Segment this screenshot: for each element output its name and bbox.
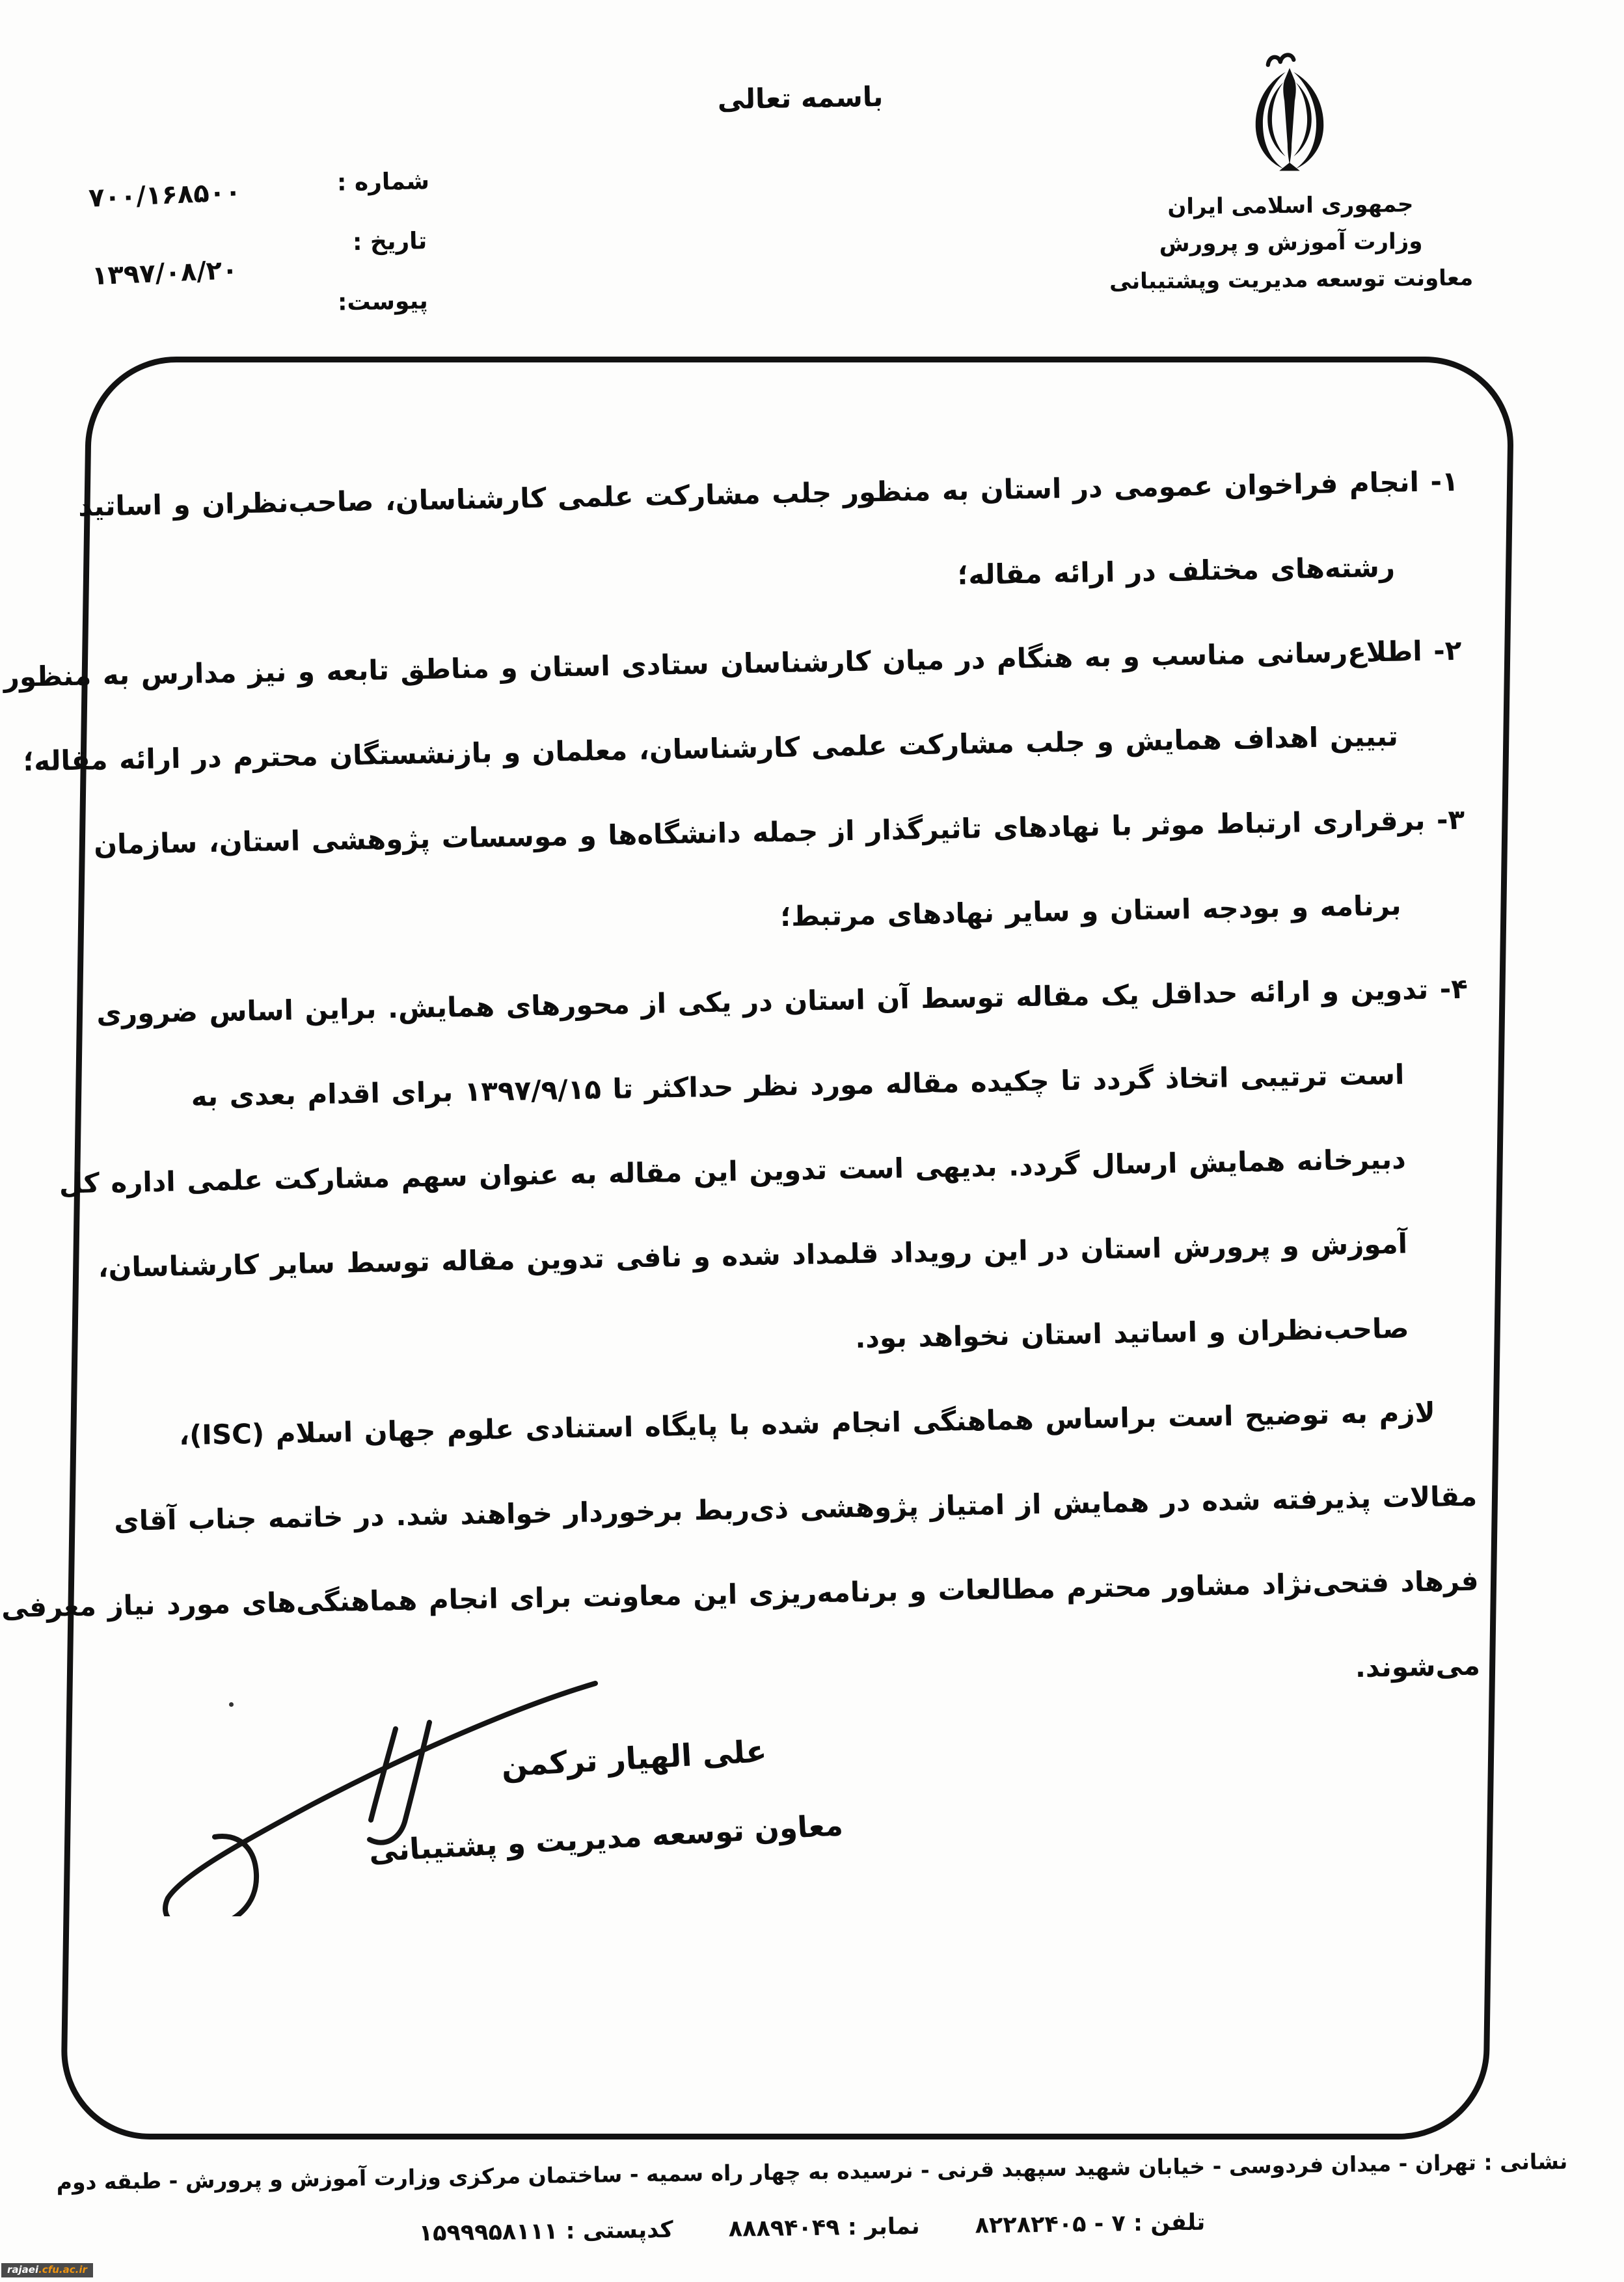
body-line: ۴- تدوین و ارائه حداقل یک مقاله توسط آن استان در یکی از محورهای همایش. براین اساس ضروری	[96, 972, 1468, 1030]
meta-date-label: تاریخ :	[352, 228, 427, 256]
body-line: ۲- اطلاع‌رسانی مناسب و به هنگام در میان کارشناسان ستادی استان و مناطق تابعه و نیز مدارس به منظور	[3, 634, 1462, 693]
watermark-site-domain: .cfu.ac.ir	[38, 2264, 87, 2275]
body-line: فرهاد فتحی‌نژاد مشاور محترم مطالعات و برنامه‌ریزی این معاونت برای انجام هماهنگی‌های مورد نیاز معرفی	[1, 1564, 1479, 1624]
body-line: است ترتیبی اتخاذ گردد تا چکیده مقاله مورد نظر حداکثر تا ۱۳۹۷/۹/۱۵ برای اقدام بعدی به	[191, 1058, 1405, 1113]
footer-postal: کدپستی : ۱۵۹۹۹۵۸۱۱۱	[418, 2216, 674, 2247]
footer-contact-line	[0, 2204, 1624, 2253]
org-line-ministry: وزارت آموزش و پرورش	[1159, 228, 1423, 258]
meta-number-value: ۷۰۰/۱۶۸۵۰۰	[87, 177, 241, 213]
body-line: ۱- انجام فراخوان عمومی در استان به منظور جلب مشارکت علمی کارشناسان، صاحب‌نظران و اساتید	[77, 465, 1459, 523]
body-line: می‌شوند.	[1355, 1649, 1481, 1684]
watermark-site-name: rajaei	[7, 2264, 39, 2275]
body-line: برنامه و بودجه استان و سایر نهادهای مرتبط؛	[779, 889, 1401, 933]
meta-date-value: ۱۳۹۷/۰۸/۲۰	[91, 255, 239, 292]
bismillah-text: باسمه تعالی	[717, 80, 884, 116]
footer-phone: تلفن : ۷ - ۸۲۲۸۲۴۰۵	[975, 2209, 1206, 2239]
letter-body-text	[1, 0, 1482, 1780]
body-line: رشته‌های مختلف در ارائه مقاله؛	[957, 550, 1396, 591]
meta-number-label: شماره :	[336, 168, 430, 197]
meta-attachment-label: پیوست:	[337, 288, 429, 316]
ink-speck	[229, 1702, 234, 1707]
org-line-country: جمهوری اسلامی ایران	[1167, 191, 1414, 220]
body-line: مقالات پذیرفته شده در همایش از امتیاز پژوهشی ذی‌ربط برخوردار خواهند شد. در خاتمه جناب آقای	[113, 1480, 1478, 1538]
footer-address: نشانی : تهران - میدان فردوسی - خیابان شهید سپهبد قرنی - نرسیده به چهار راه سمیه - ساختمان مرکزی وزارت آموزش و پرورش - طبقه دوم	[56, 2148, 1568, 2195]
handwritten-signature	[91, 1669, 612, 1916]
body-line: ۳- برقراری ارتباط موثر با نهادهای تاثیرگذار از جمله دانشگاه‌ها و موسسات پژوهشی استان، سازمان	[93, 803, 1465, 861]
body-line: صاحب‌نظران و اساتید استان نخواهد بود.	[854, 1312, 1409, 1355]
body-line: دبیرخانه همایش ارسال گردد. بدیهی است تدوین این مقاله به عنوان سهم مشارکت علمی اداره کل	[59, 1143, 1407, 1200]
signatory-name: علی الهیار ترکمن	[500, 1733, 768, 1784]
body-line: آموزش و پرورش استان در این رویداد قلمداد شده و نافی تدوین مقاله توسط سایر کارشناسان،	[98, 1227, 1408, 1284]
body-line: تبیین اهداف همایش و جلب مشارکت علمی کارشناسان، معلمان و بازنشستگان محترم در ارائه مقاله؛	[23, 720, 1399, 778]
org-line-deputy: معاونت توسعه مدیریت وپشتیبانی	[1109, 265, 1474, 295]
body-line: لازم به توضیح است براساس هماهنگی انجام شده با پایگاه استنادی علوم جهان اسلام (ISC)،	[178, 1396, 1436, 1452]
watermark-badge	[1, 2263, 93, 2277]
signatory-title: معاون توسعه مدیریت و پشتیبانی	[368, 1808, 845, 1869]
footer-fax: نمابر : ۸۸۸۹۴۰۴۹	[728, 2213, 920, 2242]
